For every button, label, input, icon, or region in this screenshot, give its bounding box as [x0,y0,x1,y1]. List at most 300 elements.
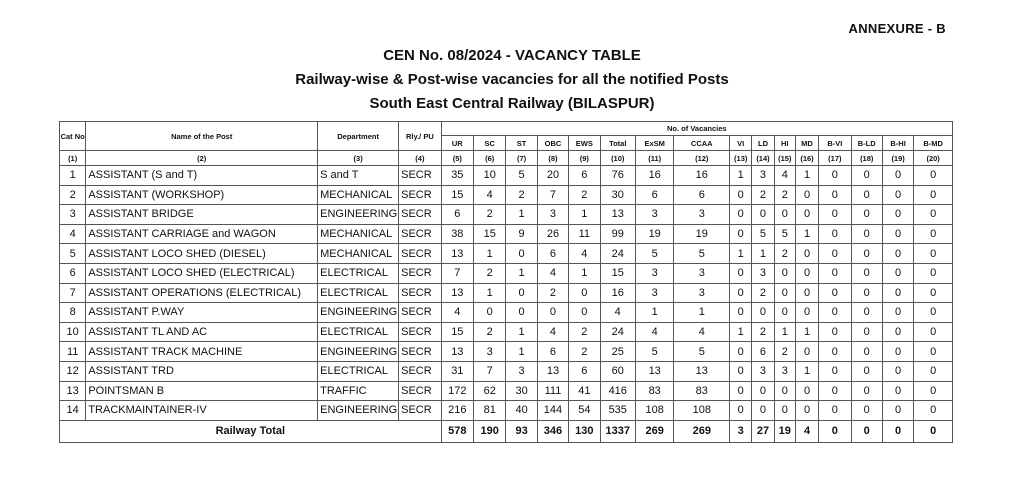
table-row [60,283,953,303]
vacancy-cell: 3 [635,283,673,303]
vacancy-cell: 0 [730,381,752,401]
vacancy-cell: 16 [600,283,635,303]
total-cell: 346 [537,420,568,442]
page-title: CEN No. 08/2024 - VACANCY TABLE [383,47,641,64]
vacancy-cell: 0 [851,205,882,225]
post-name-cell: ASSISTANT CARRIAGE and WAGON [86,224,318,244]
rly-cell: SECR [399,283,442,303]
post-name-cell: TRACKMAINTAINER-IV [86,401,318,421]
vacancy-cell: 1 [474,283,506,303]
vacancy-cell: 0 [795,303,818,323]
vacancy-cell: 0 [914,401,953,421]
vacancy-cell: 0 [774,401,795,421]
vacancy-cell: 0 [752,401,774,421]
vacancy-cell: 2 [774,342,795,362]
vacancy-cell: 2 [752,185,774,205]
table-row [60,381,953,401]
rly-cell: SECR [399,361,442,381]
vacancy-cell: 2 [569,342,600,362]
vacancy-cell: 2 [752,322,774,342]
vacancy-cell: 62 [474,381,506,401]
vacancy-cell: 0 [851,342,882,362]
total-cell: 0 [851,420,882,442]
vacancy-cell: 99 [600,224,635,244]
vacancy-cell: 1 [674,303,730,323]
column-number: (8) [537,151,568,166]
vacancy-cell: 0 [506,303,537,323]
vacancy-cell: 535 [600,401,635,421]
vacancy-cell: 0 [819,401,851,421]
vacancy-cell: 0 [851,401,882,421]
table-row [60,166,953,186]
vacancy-cell: 3 [674,263,730,283]
vacancy-cell: 2 [474,263,506,283]
vacancy-cell: 2 [752,283,774,303]
rly-cell: SECR [399,342,442,362]
vacancy-cell: 0 [914,224,953,244]
vacancy-cell: 16 [674,166,730,186]
vacancy-cell: 1 [795,361,818,381]
cat-no-cell: 8 [60,303,86,323]
header-col-st: ST [506,136,537,151]
vacancy-cell: 0 [819,283,851,303]
vacancy-cell: 83 [635,381,673,401]
header-col-obc: OBC [537,136,568,151]
header-post: Name of the Post [86,122,318,151]
header-col-ur: UR [441,136,473,151]
vacancy-cell: 5 [635,244,673,264]
header-col-ews: EWS [569,136,600,151]
railway-name: South East Central Railway (BILASPUR) [369,95,655,112]
vacancy-cell: 1 [795,166,818,186]
vacancy-cell: 4 [537,322,568,342]
vacancy-cell: 1 [795,322,818,342]
page-subtitle: Railway-wise & Post-wise vacancies for all the notified Posts [295,71,729,88]
vacancy-cell: 2 [474,322,506,342]
post-name-cell: ASSISTANT BRIDGE [86,205,318,225]
vacancy-cell: 19 [674,224,730,244]
vacancy-cell: 7 [441,263,473,283]
total-cell: 93 [506,420,537,442]
total-cell: 269 [674,420,730,442]
table-row [60,342,953,362]
department-cell: ENGINEERING [318,401,399,421]
vacancy-cell: 3 [774,361,795,381]
vacancy-cell: 1 [730,244,752,264]
vacancy-cell: 3 [752,361,774,381]
header-col-hi: HI [774,136,795,151]
vacancy-cell: 15 [600,263,635,283]
title-block [0,44,1024,116]
department-cell: MECHANICAL [318,185,399,205]
header-col-b-ld: B-LD [851,136,882,151]
vacancy-cell: 6 [441,205,473,225]
vacancy-cell: 1 [774,322,795,342]
vacancy-cell: 13 [600,205,635,225]
column-number: (3) [318,151,399,166]
column-number: (18) [851,151,882,166]
vacancy-cell: 0 [851,166,882,186]
vacancy-cell: 5 [506,166,537,186]
post-name-cell: ASSISTANT TL AND AC [86,322,318,342]
column-number: (10) [600,151,635,166]
vacancy-cell: 0 [882,322,913,342]
vacancy-cell: 0 [752,381,774,401]
post-name-cell: ASSISTANT TRACK MACHINE [86,342,318,362]
vacancy-cell: 0 [730,205,752,225]
column-number: (12) [674,151,730,166]
vacancy-cell: 5 [752,224,774,244]
vacancy-cell: 35 [441,166,473,186]
column-number: (13) [730,151,752,166]
header-rly: Rly./ PU [399,122,442,151]
vacancy-cell: 20 [537,166,568,186]
vacancy-cell: 1 [474,244,506,264]
post-name-cell: ASSISTANT (S and T) [86,166,318,186]
vacancy-cell: 3 [537,205,568,225]
column-number: (1) [60,151,86,166]
vacancy-cell: 5 [774,224,795,244]
department-cell: ELECTRICAL [318,361,399,381]
vacancy-cell: 3 [474,342,506,362]
vacancy-cell: 41 [569,381,600,401]
vacancy-cell: 76 [600,166,635,186]
vacancy-cell: 4 [600,303,635,323]
vacancy-cell: 0 [914,322,953,342]
post-name-cell: POINTSMAN B [86,381,318,401]
vacancy-cell: 13 [441,283,473,303]
rly-cell: SECR [399,322,442,342]
vacancy-cell: 2 [506,185,537,205]
vacancy-cell: 0 [882,205,913,225]
table-row [60,303,953,323]
rly-cell: SECR [399,263,442,283]
column-number: (16) [795,151,818,166]
vacancy-cell: 0 [914,205,953,225]
vacancy-cell: 0 [752,205,774,225]
vacancy-cell: 0 [819,322,851,342]
column-number: (17) [819,151,851,166]
header-col-ld: LD [752,136,774,151]
vacancy-cell: 0 [914,342,953,362]
vacancy-cell: 0 [730,224,752,244]
vacancy-cell: 19 [635,224,673,244]
vacancy-cell: 7 [474,361,506,381]
total-cell: 190 [474,420,506,442]
vacancy-cell: 0 [774,283,795,303]
vacancy-cell: 216 [441,401,473,421]
column-number: (20) [914,151,953,166]
vacancy-cell: 7 [537,185,568,205]
vacancy-cell: 0 [882,244,913,264]
vacancy-cell: 0 [819,342,851,362]
vacancy-cell: 0 [819,166,851,186]
cat-no-cell: 11 [60,342,86,362]
total-cell: 0 [914,420,953,442]
vacancy-cell: 6 [537,342,568,362]
vacancy-cell: 83 [674,381,730,401]
rly-cell: SECR [399,185,442,205]
vacancy-cell: 3 [506,361,537,381]
vacancy-cell: 6 [635,185,673,205]
vacancy-cell: 0 [851,224,882,244]
total-cell: 27 [752,420,774,442]
vacancy-cell: 0 [774,381,795,401]
rly-cell: SECR [399,224,442,244]
column-number: (9) [569,151,600,166]
total-cell: 269 [635,420,673,442]
vacancy-cell: 30 [600,185,635,205]
header-col-b-hi: B-HI [882,136,913,151]
column-number: (11) [635,151,673,166]
vacancy-cell: 0 [730,401,752,421]
column-number: (15) [774,151,795,166]
total-cell: 1337 [600,420,635,442]
column-number: (6) [474,151,506,166]
vacancy-cell: 38 [441,224,473,244]
header-col-ccaa: CCAA [674,136,730,151]
table-row [60,185,953,205]
vacancy-cell: 4 [774,166,795,186]
vacancy-cell: 5 [635,342,673,362]
vacancy-cell: 0 [882,224,913,244]
vacancy-cell: 5 [674,244,730,264]
vacancy-cell: 0 [795,381,818,401]
vacancy-cell: 0 [795,205,818,225]
vacancy-cell: 0 [914,185,953,205]
total-cell: 19 [774,420,795,442]
cat-no-cell: 6 [60,263,86,283]
vacancy-cell: 108 [674,401,730,421]
vacancy-cell: 0 [882,303,913,323]
column-number: (4) [399,151,442,166]
vacancy-cell: 0 [569,283,600,303]
vacancy-cell: 0 [730,342,752,362]
header-col-b-md: B-MD [914,136,953,151]
header-col-sc: SC [474,136,506,151]
post-name-cell: ASSISTANT OPERATIONS (ELECTRICAL) [86,283,318,303]
vacancy-cell: 2 [569,185,600,205]
annexure-label: ANNEXURE - B [848,21,946,36]
vacancy-cell: 13 [537,361,568,381]
rly-cell: SECR [399,244,442,264]
vacancy-cell: 0 [914,283,953,303]
vacancy-cell: 1 [506,263,537,283]
vacancy-cell: 13 [674,361,730,381]
vacancy-cell: 0 [819,381,851,401]
vacancy-cell: 15 [441,185,473,205]
vacancy-cell: 0 [851,322,882,342]
vacancy-cell: 4 [569,244,600,264]
table-row [60,361,953,381]
vacancy-cell: 0 [474,303,506,323]
department-cell: TRAFFIC [318,381,399,401]
vacancy-cell: 0 [851,263,882,283]
vacancy-cell: 0 [730,283,752,303]
vacancy-cell: 0 [914,361,953,381]
table-row [60,322,953,342]
vacancy-cell: 0 [795,263,818,283]
vacancy-cell: 13 [441,244,473,264]
vacancy-cell: 2 [474,205,506,225]
vacancy-cell: 3 [752,166,774,186]
vacancy-cell: 0 [882,283,913,303]
header-cat-no: Cat No [60,122,86,151]
vacancy-cell: 111 [537,381,568,401]
vacancy-cell: 1 [752,244,774,264]
cat-no-cell: 10 [60,322,86,342]
vacancy-cell: 4 [674,322,730,342]
vacancy-cell: 3 [635,263,673,283]
vacancy-cell: 6 [752,342,774,362]
vacancy-cell: 0 [914,263,953,283]
vacancy-cell: 0 [795,244,818,264]
railway-total-label: Railway Total [60,420,442,442]
cat-no-cell: 1 [60,166,86,186]
vacancy-cell: 3 [674,283,730,303]
vacancy-cell: 1 [506,322,537,342]
column-number: (19) [882,151,913,166]
post-name-cell: ASSISTANT (WORKSHOP) [86,185,318,205]
vacancy-cell: 0 [819,361,851,381]
vacancy-cell: 0 [506,244,537,264]
vacancy-cell: 1 [635,303,673,323]
vacancy-cell: 2 [774,185,795,205]
vacancy-cell: 13 [441,342,473,362]
vacancy-cell: 0 [795,401,818,421]
column-number: (14) [752,151,774,166]
cat-no-cell: 2 [60,185,86,205]
vacancy-cell: 0 [851,283,882,303]
column-number: (2) [86,151,318,166]
vacancy-cell: 0 [819,263,851,283]
vacancy-cell: 3 [752,263,774,283]
post-name-cell: ASSISTANT LOCO SHED (DIESEL) [86,244,318,264]
header-col-total: Total [600,136,635,151]
cat-no-cell: 4 [60,224,86,244]
vacancy-cell: 0 [914,381,953,401]
vacancy-cell: 0 [851,361,882,381]
vacancy-cell: 0 [882,185,913,205]
table-row [60,263,953,283]
vacancy-cell: 0 [795,283,818,303]
vacancy-cell: 0 [819,205,851,225]
post-name-cell: ASSISTANT P.WAY [86,303,318,323]
rly-cell: SECR [399,166,442,186]
vacancy-cell: 1 [569,263,600,283]
table-row [60,205,953,225]
vacancy-cell: 0 [851,244,882,264]
vacancy-cell: 144 [537,401,568,421]
vacancy-cell: 0 [882,166,913,186]
department-cell: S and T [318,166,399,186]
vacancy-cell: 0 [774,303,795,323]
vacancy-cell: 0 [819,185,851,205]
rly-cell: SECR [399,303,442,323]
vacancy-cell: 0 [730,303,752,323]
department-cell: ELECTRICAL [318,322,399,342]
vacancy-cell: 0 [882,263,913,283]
department-cell: ELECTRICAL [318,263,399,283]
vacancy-cell: 30 [506,381,537,401]
vacancy-cell: 13 [635,361,673,381]
vacancy-cell: 9 [506,224,537,244]
vacancy-cell: 2 [774,244,795,264]
vacancy-cell: 26 [537,224,568,244]
vacancy-cell: 3 [674,205,730,225]
vacancy-cell: 0 [795,342,818,362]
vacancy-cell: 1 [506,342,537,362]
cat-no-cell: 5 [60,244,86,264]
vacancy-cell: 4 [537,263,568,283]
vacancy-cell: 2 [537,283,568,303]
header-col-exsm: ExSM [635,136,673,151]
vacancy-cell: 11 [569,224,600,244]
vacancy-cell: 0 [882,361,913,381]
department-cell: MECHANICAL [318,244,399,264]
table-row [60,244,953,264]
vacancy-cell: 15 [474,224,506,244]
vacancy-cell: 0 [914,303,953,323]
vacancy-cell: 0 [882,401,913,421]
department-cell: ENGINEERING [318,205,399,225]
vacancy-cell: 0 [730,263,752,283]
header-department: Department [318,122,399,151]
header-col-vi: VI [730,136,752,151]
vacancy-cell: 0 [819,303,851,323]
total-cell: 4 [795,420,818,442]
vacancy-cell: 5 [674,342,730,362]
vacancy-cell: 6 [569,361,600,381]
vacancy-cell: 0 [819,244,851,264]
vacancy-cell: 6 [674,185,730,205]
vacancy-cell: 2 [569,322,600,342]
vacancy-cell: 25 [600,342,635,362]
cat-no-cell: 14 [60,401,86,421]
vacancy-cell: 0 [774,205,795,225]
post-name-cell: ASSISTANT LOCO SHED (ELECTRICAL) [86,263,318,283]
rly-cell: SECR [399,205,442,225]
header-vacancies: No. of Vacancies [441,122,952,136]
department-cell: MECHANICAL [318,224,399,244]
vacancy-cell: 0 [914,244,953,264]
vacancy-cell: 4 [635,322,673,342]
vacancy-cell: 0 [569,303,600,323]
vacancy-cell: 81 [474,401,506,421]
vacancy-cell: 31 [441,361,473,381]
vacancy-cell: 0 [730,185,752,205]
vacancy-cell: 40 [506,401,537,421]
cat-no-cell: 12 [60,361,86,381]
total-cell: 0 [819,420,851,442]
vacancy-cell: 0 [795,185,818,205]
table-row [60,224,953,244]
vacancy-cell: 16 [635,166,673,186]
vacancy-cell: 6 [537,244,568,264]
rly-cell: SECR [399,401,442,421]
column-number: (5) [441,151,473,166]
vacancy-cell: 0 [730,361,752,381]
department-cell: ENGINEERING [318,303,399,323]
vacancy-cell: 60 [600,361,635,381]
vacancy-cell: 1 [730,166,752,186]
cat-no-cell: 7 [60,283,86,303]
cat-no-cell: 13 [60,381,86,401]
vacancy-cell: 0 [537,303,568,323]
vacancy-cell: 0 [506,283,537,303]
total-cell: 578 [441,420,473,442]
vacancy-cell: 0 [851,381,882,401]
